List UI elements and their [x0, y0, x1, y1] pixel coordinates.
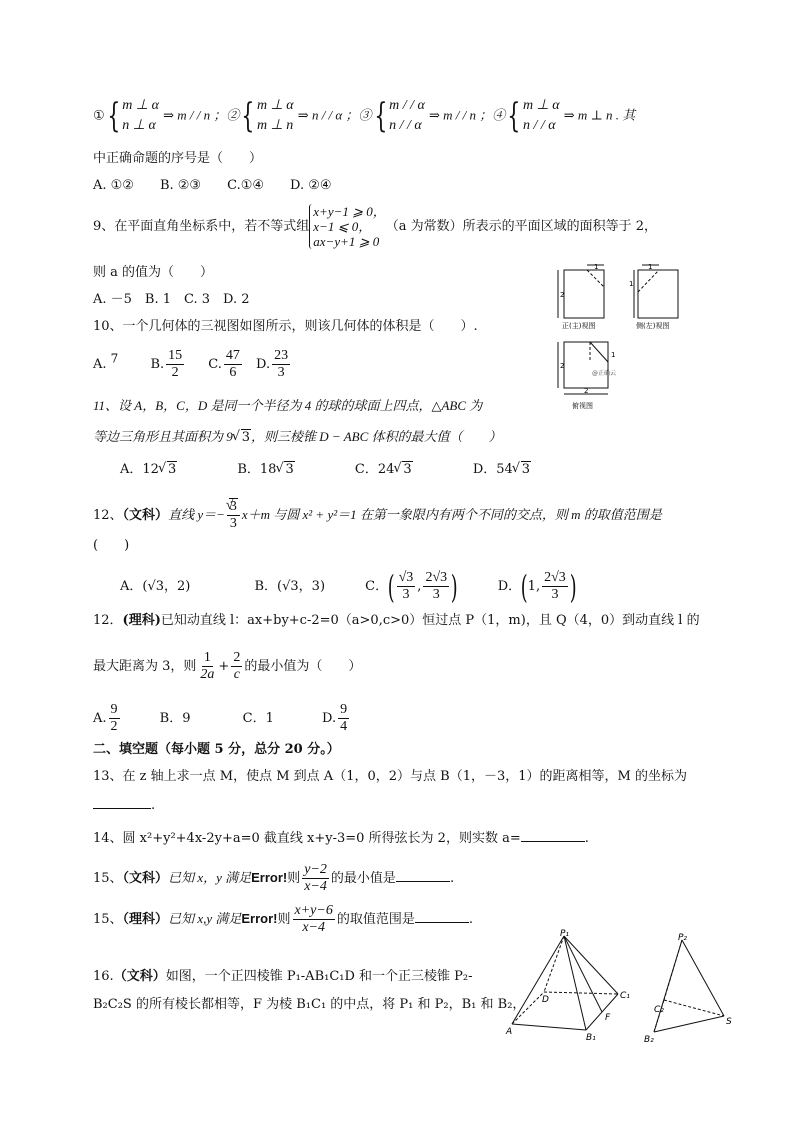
q13-line1: 13、在 z 轴上求一点 M，使点 M 到点 A（1，0，2）与点 B（1，－3，1）的距离相等，M 的坐标为	[93, 769, 687, 784]
side-view-label: 侧(左)视图	[636, 322, 670, 330]
q8-line1: ①{ m ⊥ α n ⊥ α ⇒ m / / n ；②{ m ⊥ α m ⊥ n ⇒ n / / α ；③{ m / / α n / / α ⇒ m / / n ；④{ m ⊥ α n / / α ⇒ m ⊥ n . 其	[93, 96, 636, 136]
q11-line1: 11、设 A，B，C，D 是同一个半径为 4 的球的球面上四点，△ABC 为	[93, 398, 483, 413]
side-view	[634, 265, 678, 318]
q12l-choices: A. $\frac{9}{2}$ B．9 C．1 D. $\frac{9}{4}$	[93, 702, 348, 734]
q14-line: 14、圆 x²+y²+4x-2y+a=0 截直线 x+y-3=0 所得弦长为 2，则实数 a= .	[93, 831, 589, 846]
q15w-blank[interactable]	[396, 869, 450, 882]
q16-line2: B₂C₂S 的所有棱长都相等，F 为棱 B₁C₁ 的中点，将 P₁ 和 P₂，B₁ 和 B₂，	[93, 997, 526, 1012]
q10-choices: A. $^7$ B. $\frac{15}{2}$ C. $\frac{47}{6}$ D. $\frac{23}{3}$	[93, 348, 289, 380]
top-view-label: 俯视图	[572, 402, 593, 410]
label-A: A	[506, 1027, 513, 1037]
top-n1: 1	[611, 351, 616, 359]
q15l-blank[interactable]	[415, 910, 469, 923]
section-2-title: 二、填空题（每小题 5 分，总分 20 分。）	[93, 742, 340, 757]
q8-cond1: m ⊥ α n ⊥ α	[122, 98, 159, 133]
label-S: S	[726, 1017, 732, 1027]
q14-blank[interactable]	[521, 829, 585, 842]
front-view-label: 正(主)视图	[562, 322, 596, 330]
top-view	[558, 342, 608, 394]
q12w-paren: ( )	[93, 538, 130, 553]
label-P2: P₂	[678, 933, 688, 943]
label-P1: P₁	[560, 929, 570, 939]
front-view	[558, 265, 604, 318]
q12w-choices: A．(√3，2) B．(√3，3) C．( $\frac{√3}{3}$ , $\frac{2√3}{3}$ ) D．(1, $\frac{2√3}{3}$ )	[120, 567, 577, 606]
q9-line1: 9、在平面直角坐标系中，若不等式组 x+y−1 ⩾ 0， x−1 ⩽ 0， ax−y+1 ⩾ 0 （a 为常数）所表示的平面区域的面积等于 2，	[93, 204, 658, 249]
q9-choices: A. －5 B. 1 C. 3 D. 2	[93, 292, 250, 307]
q12w-line1: 12、（文科）直线 y＝− √ $\frac{3}{3}$ x＋m 与圆 x² + y²＝1 在第一象限内有两个不同的交点，则 m 的取值范围是	[93, 499, 662, 532]
triangular-pyramid	[654, 940, 724, 1032]
label-C1: C₁	[620, 991, 630, 1001]
top-n2: 2	[560, 362, 565, 370]
front-n2: 2	[560, 291, 565, 299]
label-B1: B₁	[586, 1033, 596, 1043]
q10-text: 10、一个几何体的三视图如图所示，则该几何体的体积是（ ）.	[93, 319, 478, 334]
q9-system: x+y−1 ⩾ 0， x−1 ⩽ 0， ax−y+1 ⩾ 0	[309, 204, 385, 249]
front-n1: 1	[594, 263, 599, 271]
q8-line2: 中正确命题的序号是（ ）	[93, 151, 263, 166]
q9-line2: 则 a 的值为（ ）	[93, 265, 214, 280]
label-D: D	[542, 995, 549, 1005]
side-n1: 1	[648, 263, 653, 271]
q13-blank[interactable]	[93, 796, 151, 809]
side-n1b: 1	[629, 280, 634, 288]
label-F: F	[605, 1013, 611, 1023]
q8-cond4: m ⊥ α n / / α	[522, 98, 560, 133]
q12l-line1: 12．(理科)已知动直线 l：ax+by+c-2=0（a>0,c>0）恒过点 P（1，m)，且 Q（4，0）到动直线 l 的	[93, 613, 700, 628]
square-pyramid	[512, 936, 618, 1030]
q8-cond2: m ⊥ α m ⊥ n	[257, 98, 294, 133]
q12l-line2: 最大距离为 3，则 $\frac{1}{2a}$ + $\frac{2}{c}$ 的最小值为（ ）	[93, 650, 362, 682]
three-views-figure	[554, 262, 694, 412]
q8-cond3: m / / α n / / α	[389, 98, 425, 133]
q11-choices: A．12√ 3 B．18√ 3 C．24√ 3 D．54√ 3	[120, 461, 531, 479]
label-B2: B₂	[644, 1035, 654, 1045]
q15w-line: 15、（文科）已知 x，y 满足Error!则 $\frac{y-2}{x-4}$ 的最小值是 .	[93, 862, 455, 894]
pyramids-figure	[504, 928, 744, 1048]
q11-line2: 等边三角形且其面积为 9√ 3，则三棱锥 D − ABC 体积的最大值（ ）	[93, 428, 502, 447]
q8-choices: A. ①② B. ②③ C.①④ D. ②④	[93, 178, 332, 193]
q16-line1: 16.（文科）如图，一个正四棱锥 P₁-AB₁C₁D 和一个正三棱锥 P₂-	[93, 969, 473, 984]
q13-line2: .	[93, 796, 155, 815]
watermark: @正确云	[592, 370, 617, 377]
label-C2: C₂	[654, 1005, 664, 1015]
q15l-line: 15、（理科）已知 x,y 满足Error!则 $\frac{x+y-6}{x-4}$ 的取值范围是 .	[93, 903, 473, 935]
top-n2b: 2	[584, 387, 589, 395]
